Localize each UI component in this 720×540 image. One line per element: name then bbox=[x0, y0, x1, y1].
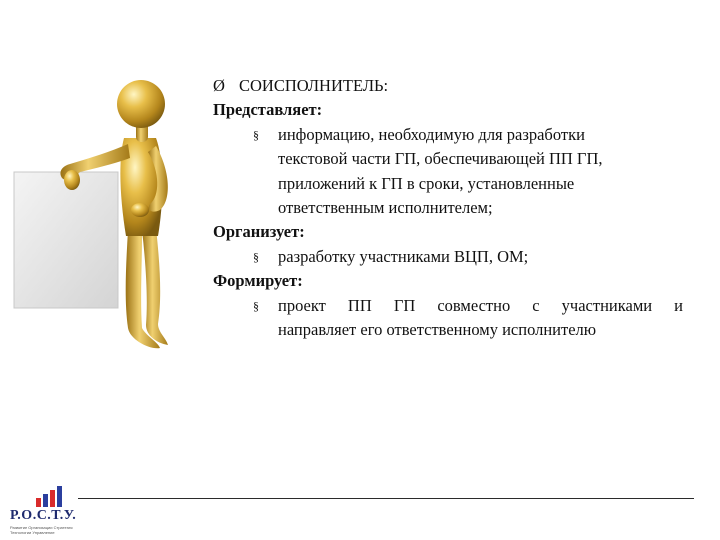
logo-subtitle: Развитие Организации Стратегия Технологии Управление bbox=[10, 526, 73, 535]
footer-divider bbox=[78, 498, 694, 499]
list-item bbox=[213, 123, 683, 221]
item-text-line: информацию, необходимую для разработки bbox=[278, 124, 585, 144]
item-text-line: текстовой части ГП, обеспечивающей ПП ГП, bbox=[278, 149, 603, 169]
heading-predstavlyaet: Представляет: bbox=[213, 100, 323, 120]
golden-figure-illustration bbox=[0, 60, 200, 360]
item-text-line: ответственным исполнителем; bbox=[278, 198, 493, 218]
section-title: СОИСПОЛНИТЕЛЬ: bbox=[239, 76, 389, 95]
list-item bbox=[213, 245, 683, 269]
item-text-line: проект ПП ГП совместно с участниками и bbox=[278, 295, 683, 315]
content-text-block bbox=[213, 74, 683, 342]
item-text-line: направляет его ответственному исполнителю bbox=[278, 320, 597, 340]
square-bullet-icon: § bbox=[253, 298, 259, 313]
logo-bars-icon bbox=[36, 486, 62, 507]
item-text-line: разработку участниками ВЦП, ОМ; bbox=[278, 246, 529, 266]
title-line bbox=[213, 74, 683, 98]
arrow-bullet-icon: Ø bbox=[213, 76, 225, 95]
blank-sign bbox=[14, 172, 118, 308]
item-text-line: приложений к ГП в сроки, установленные bbox=[278, 173, 575, 193]
logo-name: Р.О.С.Т.У. bbox=[10, 508, 77, 523]
heading-organizuet: Организует: bbox=[213, 222, 305, 242]
list-item bbox=[213, 294, 683, 343]
square-bullet-icon: § bbox=[253, 249, 259, 264]
heading-formiruet: Формирует: bbox=[213, 271, 303, 291]
square-bullet-icon: § bbox=[253, 127, 259, 142]
